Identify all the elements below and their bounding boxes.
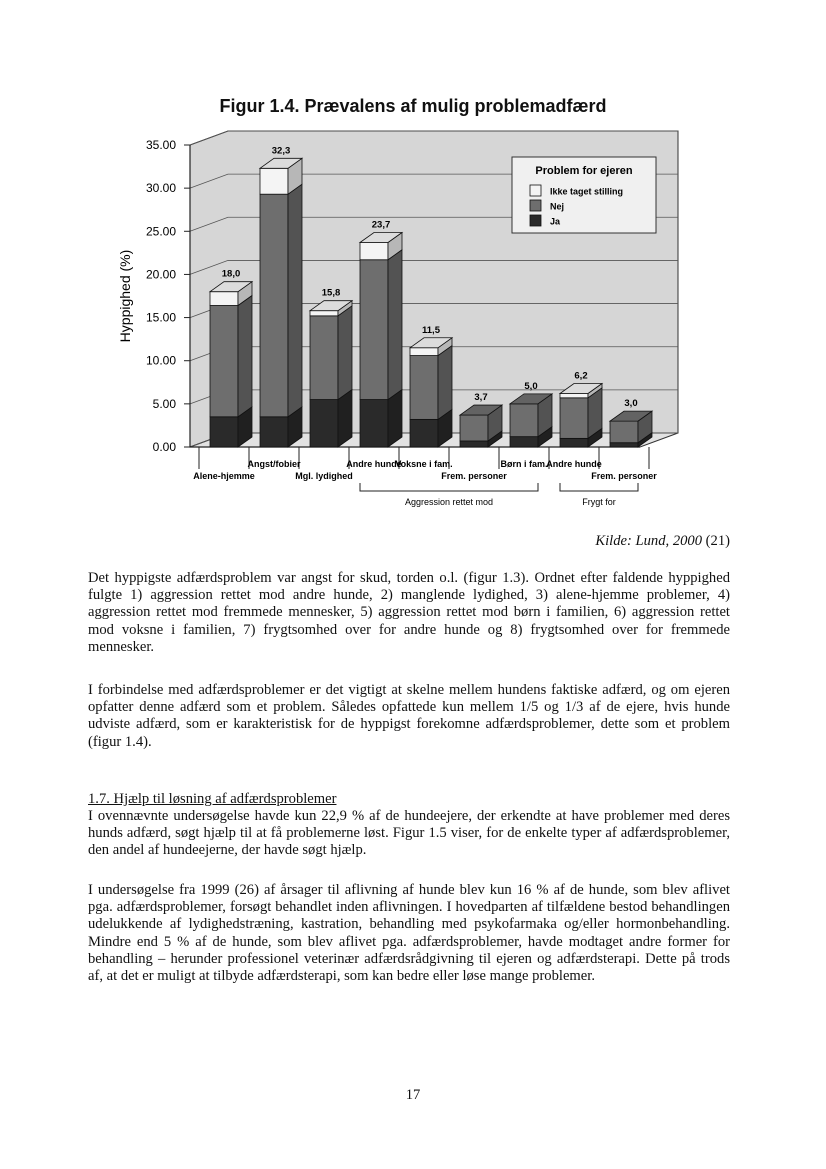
data-label: 6,2 [574,370,588,382]
legend-label: Ja [550,216,561,227]
bar-segment [560,394,588,398]
bar-segment [210,305,238,416]
legend-title: Problem for ejeren [535,165,633,177]
paragraph-4: I undersøgelse fra 1999 (26) af årsager til aflivning af hunde blev kun 16 % af de hunde, som blev aflivet pga. adfærdsproblemer, forsøgt behandlet inden aflivningen. I hovedparten af tilfældene bestod behandlingen udelukkende af lydighedstræning, kastration, behandling med psykofarmaka og/eller hormonbehandling. Mindre end 5 % af de hunde, som blev aflivet pga. adfærdsproblemer, havde modtaget andre former for behandling – herunder professionel veterinær adfærdsrådgivning til ejeren og adfærdsterapi. Dette på trods af, at det er muligt at tilbyde adfærdsterapi, som kan bedre eller løse mange problemer. [88,882,730,985]
legend-swatch [530,200,541,211]
bar-segment [560,438,588,447]
bar-segment [410,348,438,356]
bar-side [338,306,352,400]
group-label: Frygt for [582,497,616,507]
x-tick-label-lower: Frem. personer [441,471,507,481]
data-label: 3,0 [624,398,638,410]
bar-segment [260,194,288,417]
bar-segment [310,400,338,447]
bar-segment [560,398,588,439]
bar-segment [360,260,388,400]
legend-label: Nej [550,201,565,212]
bar-segment [610,443,638,447]
y-tick-label: 25.00 [145,224,176,239]
source-citation [595,533,730,550]
bar-segment [510,437,538,447]
y-tick-label: 5.00 [152,396,176,411]
x-tick-label-upper: Andre hunde [346,459,402,469]
x-tick-label-upper: Voksne i fam. [395,459,453,469]
data-label: 32,3 [271,145,291,157]
bar-segment [460,415,488,441]
x-tick-label-lower: Alene-hjemme [193,471,255,481]
bar-side [438,346,452,420]
x-tick-label-lower: Mgl. lydighed [295,471,353,481]
paragraph-3: I ovennævnte undersøgelse havde kun 22,9 % af de hundeejere, der erkendte at have problemer med deres hunds adfærd, søgt hjælp til at få problemerne løst. Figur 1.5 viser, for de enkelte typer af adfærdsproblemer, den andel af hundeejerne, der havde søgt hjælp. [88,808,730,859]
bar-side [388,250,402,400]
bar-segment [510,404,538,437]
bar-chart [0,0,826,530]
y-tick-label: 35.00 [145,138,176,152]
bar-segment [260,417,288,447]
group-label: Aggression rettet mod [404,497,494,507]
bar-segment [260,168,288,194]
data-label: 15,8 [321,287,341,299]
legend-swatch [530,215,541,226]
bar-segment [310,311,338,316]
chart-title: Figur 1.4. Prævalens af mulig problemadfærd [219,96,607,116]
data-label: 23,7 [371,219,391,231]
bar-segment [610,421,638,443]
bar-side [288,184,302,417]
y-tick-label: 0.00 [152,440,176,454]
paragraph-1: Det hyppigste adfærdsproblem var angst for skud, torden o.l. (figur 1.3). Ordnet efter faldende hyppighed fulgte 1) aggression rettet mod andre hunde, 2) manglende lydighed, 3) alene-hjemme problemer, 4) aggression rettet mod fremmede mennesker, 5) aggression rettet mod børn i familien, 6) aggression rettet mod voksne i familien, 7) frygtsomhed over for andre hunde og 8) frygtsomhed over for fremmede mennesker. [88,570,730,655]
x-tick-label-upper: Andre hunde [546,459,602,469]
source-ref: (21) [705,533,730,549]
x-tick-label-upper: Angst/fobier [247,459,301,469]
x-tick-label-lower: Frem. personer [591,471,657,481]
data-label: 3,7 [474,392,488,404]
bar-segment [410,356,438,420]
bar-side [238,295,252,416]
page-number: 17 [405,1087,421,1103]
bar-segment [210,417,238,447]
group-bracket [560,483,638,491]
bar-segment [210,292,238,306]
bar-segment [460,441,488,447]
bar-segment [310,316,338,400]
y-tick-label: 30.00 [145,181,176,196]
y-tick-label: 15.00 [145,310,176,325]
source-author-year: Kilde: Lund, 2000 [595,533,703,549]
data-label: 18,0 [221,268,241,280]
y-axis-label: Hyppighed (%) [117,249,133,343]
data-label: 5,0 [524,380,538,392]
y-tick-label: 20.00 [145,267,176,282]
paragraph-2: I forbindelse med adfærdsproblemer er det vigtigt at skelne mellem hundens faktiske adfærd, og om ejeren opfatter denne adfærd som et problem. Således opfattede kun mellem 1/5 og 1/3 af de ejere, hvis hunde udviste adfærd, som er karakteristisk for de hyppigst forekomne adfærdsproblemer, dette som et problem (figur 1.4). [88,682,730,750]
bar-segment [410,419,438,447]
y-tick-label: 10.00 [145,353,176,368]
section-heading: 1.7. Hjælp til løsning af adfærdsproblemer [88,791,337,807]
x-tick-label-upper: Børn i fam. [500,459,548,469]
legend-swatch [530,185,541,196]
bar-segment [360,243,388,260]
group-bracket [360,483,538,491]
bar-segment [360,400,388,447]
legend-label: Ikke taget stilling [550,186,624,197]
data-label: 11,5 [422,324,440,336]
